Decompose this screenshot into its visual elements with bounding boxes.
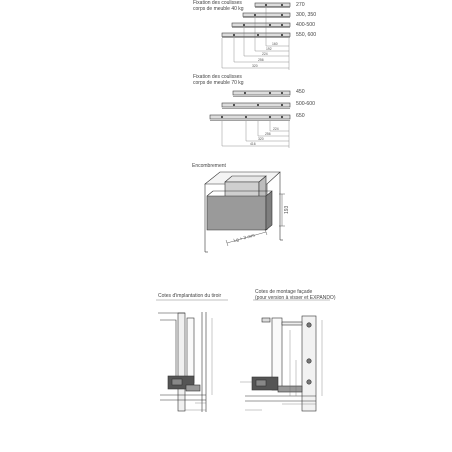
slide-500-600 [222,103,290,109]
section1-size-2: 300, 350 [296,12,317,18]
facade-title-line1: Cotes de montage façade [255,289,313,295]
section2-size-3: 650 [296,113,305,119]
encombrement-width-label: Lg + 3 mm [232,232,256,243]
section2-dim-224: 224 [273,127,279,131]
section2-slides [210,91,290,148]
section1-slides [222,3,290,70]
section1-size-3: 400-500 [296,22,316,28]
encombrement-height-label: 193 [284,205,290,214]
section1-dim-192: 192 [266,47,272,51]
section1-size-1: 270 [296,2,305,8]
section2-dim-416: 416 [250,142,256,146]
section2-dim-256: 256 [265,132,271,136]
implantation-drawing [156,300,228,412]
slide-400-500 [232,23,290,28]
encombrement-title: Encombrement [192,163,226,169]
section1-title-line1: Fixation des coulisses [193,0,242,6]
section2-title-line2: corps de meuble 70 kg [193,80,244,86]
section1-dim-224: 224 [262,52,268,56]
slide-550-600 [222,33,290,38]
section1-dim-320: 320 [252,64,258,68]
facade-drawing [240,300,330,411]
section1-size-4: 550, 600 [296,32,317,38]
slide-450 [233,91,290,97]
section2-title-line1: Fixation des coulisses [193,74,242,80]
section2-size-2: 500-600 [296,101,316,107]
section1-dim-160: 160 [272,42,278,46]
facade-title-line2: (pour version à visser et EXPANDO) [255,295,336,301]
section1-title-line2: corps de meuble 40 kg [193,6,244,12]
slide-300-350 [243,13,290,18]
section1-dim-256: 256 [258,58,264,62]
section2-dim-320: 320 [258,137,264,141]
slide-270 [255,3,290,8]
implantation-title: Cotes d'implantation du tiroir [158,293,222,299]
section2-size-1: 450 [296,89,305,95]
slide-650 [210,115,290,121]
